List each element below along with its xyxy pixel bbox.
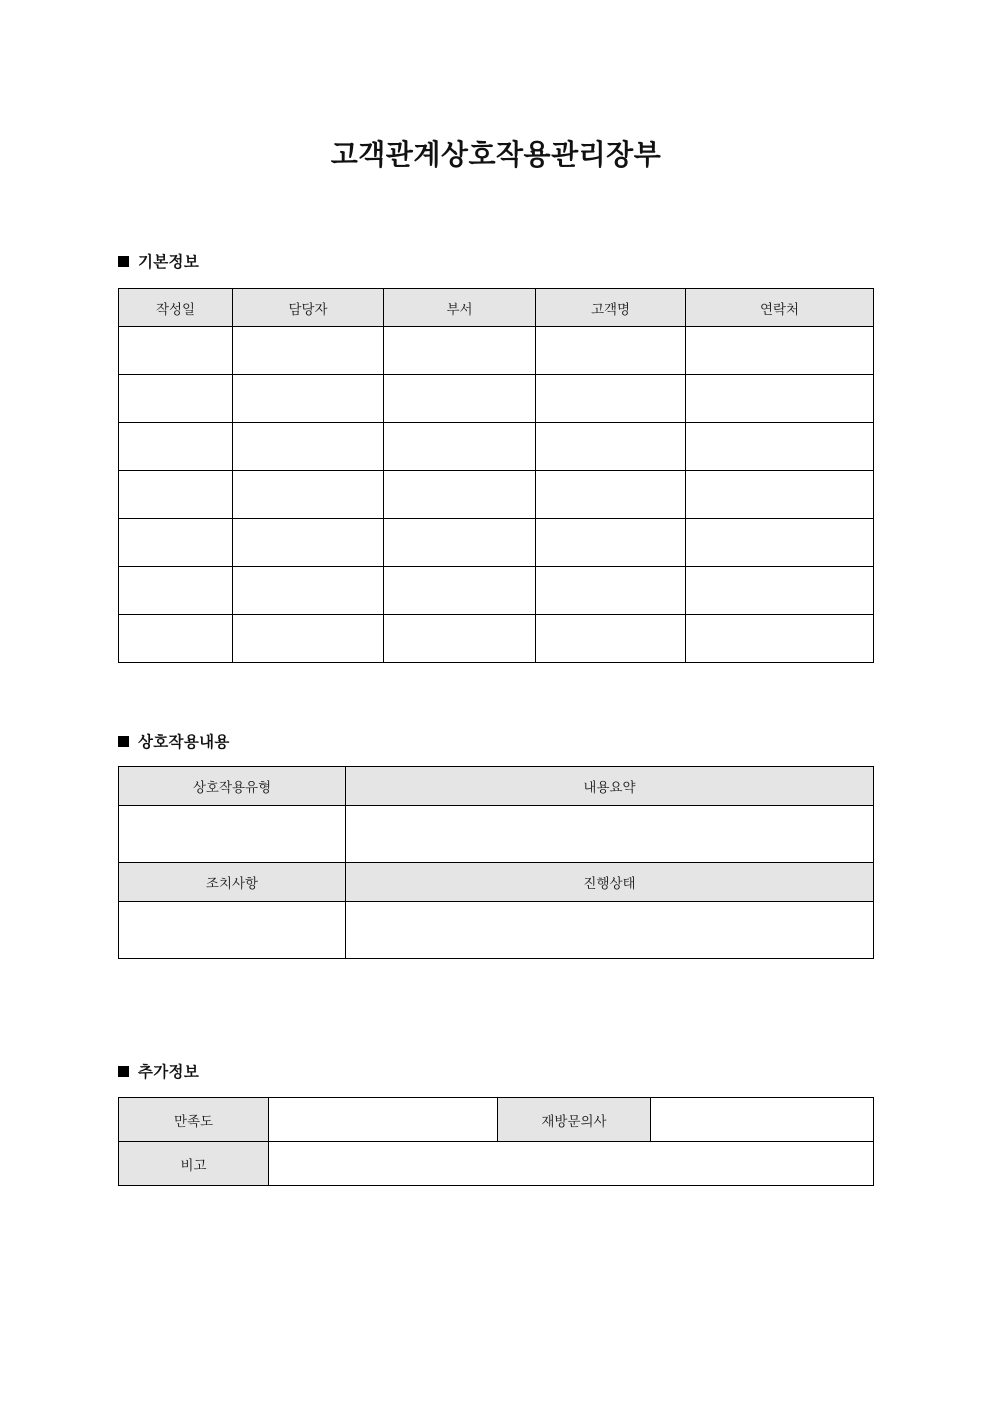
table-row: [119, 863, 874, 902]
row-header-revisit-intention: 재방문의사: [498, 1098, 651, 1142]
section-heading-basic-info: [118, 250, 199, 272]
cell-progress-status[interactable]: [346, 902, 874, 959]
table-row: [119, 902, 874, 959]
cell-owner[interactable]: [233, 567, 384, 615]
interaction-details-table: [118, 766, 874, 959]
square-bullet-icon: [118, 736, 129, 747]
table-header-row: [119, 289, 874, 327]
cell-content-summary[interactable]: [346, 806, 874, 863]
cell-owner[interactable]: [233, 423, 384, 471]
cell-customer[interactable]: [536, 567, 686, 615]
row-header-progress-status: 진행상태: [346, 863, 874, 902]
cell-contact[interactable]: [686, 567, 874, 615]
row-header-satisfaction: 만족도: [119, 1098, 269, 1142]
cell-interaction-type[interactable]: [119, 806, 346, 863]
cell-customer[interactable]: [536, 519, 686, 567]
cell-owner[interactable]: [233, 519, 384, 567]
cell-date[interactable]: [119, 471, 233, 519]
table-row: [119, 519, 874, 567]
cell-department[interactable]: [384, 567, 536, 615]
row-header-action-items: 조치사항: [119, 863, 346, 902]
cell-date[interactable]: [119, 375, 233, 423]
table-row: [119, 615, 874, 663]
cell-customer[interactable]: [536, 375, 686, 423]
row-header-remarks: 비고: [119, 1142, 269, 1186]
cell-customer[interactable]: [536, 615, 686, 663]
page-title: 고객관계상호작용관리장부: [330, 139, 662, 170]
cell-owner[interactable]: [233, 471, 384, 519]
cell-owner[interactable]: [233, 375, 384, 423]
cell-remarks[interactable]: [269, 1142, 874, 1186]
section-heading-label: 추가정보: [138, 1064, 200, 1081]
cell-date[interactable]: [119, 327, 233, 375]
row-header-content-summary: 내용요약: [346, 767, 874, 806]
cell-satisfaction[interactable]: [269, 1098, 498, 1142]
table-row: [119, 767, 874, 806]
basic-info-table: [118, 288, 874, 663]
table-row: [119, 471, 874, 519]
row-header-interaction-type: 상호작용유형: [119, 767, 346, 806]
cell-department[interactable]: [384, 471, 536, 519]
cell-action-items[interactable]: [119, 902, 346, 959]
cell-department[interactable]: [384, 519, 536, 567]
column-header-owner: 담당자: [233, 289, 384, 327]
table-row: [119, 423, 874, 471]
cell-revisit-intention[interactable]: [651, 1098, 874, 1142]
cell-date[interactable]: [119, 519, 233, 567]
column-header-customer: 고객명: [536, 289, 686, 327]
cell-date[interactable]: [119, 423, 233, 471]
section-heading-additional-info: [118, 1060, 199, 1082]
cell-contact[interactable]: [686, 375, 874, 423]
cell-date[interactable]: [119, 615, 233, 663]
cell-contact[interactable]: [686, 471, 874, 519]
cell-contact[interactable]: [686, 423, 874, 471]
table-row: [119, 567, 874, 615]
table-row: [119, 327, 874, 375]
column-header-contact: 연락처: [686, 289, 874, 327]
cell-owner[interactable]: [233, 615, 384, 663]
cell-customer[interactable]: [536, 471, 686, 519]
table-row: [119, 1142, 874, 1186]
cell-contact[interactable]: [686, 519, 874, 567]
cell-owner[interactable]: [233, 327, 384, 375]
cell-customer[interactable]: [536, 327, 686, 375]
column-header-date: 작성일: [119, 289, 233, 327]
section-heading-interaction-details: [118, 730, 230, 752]
square-bullet-icon: [118, 256, 129, 267]
cell-department[interactable]: [384, 423, 536, 471]
cell-department[interactable]: [384, 327, 536, 375]
cell-contact[interactable]: [686, 327, 874, 375]
additional-info-table: [118, 1097, 874, 1186]
cell-customer[interactable]: [536, 423, 686, 471]
square-bullet-icon: [118, 1066, 129, 1077]
table-row: [119, 1098, 874, 1142]
cell-department[interactable]: [384, 375, 536, 423]
table-row: [119, 375, 874, 423]
cell-contact[interactable]: [686, 615, 874, 663]
column-header-department: 부서: [384, 289, 536, 327]
cell-department[interactable]: [384, 615, 536, 663]
section-heading-label: 상호작용내용: [138, 734, 230, 751]
section-heading-label: 기본정보: [138, 254, 200, 271]
table-row: [119, 806, 874, 863]
cell-date[interactable]: [119, 567, 233, 615]
